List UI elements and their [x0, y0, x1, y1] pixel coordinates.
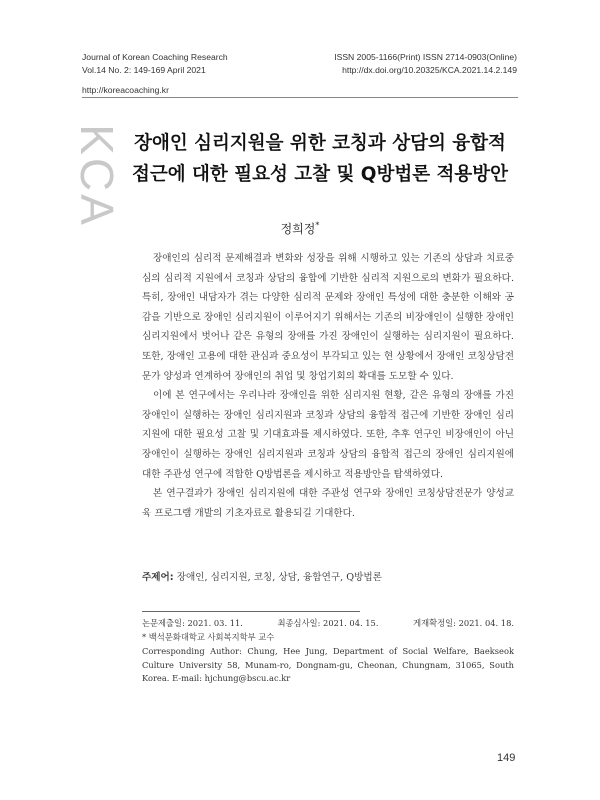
title-line-2: 접근에 대한 필요성 고찰 및 Q방법론 적용방안 — [131, 164, 509, 185]
corresponding-author: Corresponding Author: Chung, Hee Jung, Department of Social Welfare, Baekseok Culture University 58, Munam-ro, Dongnam-gu, Cheonan, Chungnam, 31065, South Korea. E-mail: hjchung@bscu.ac.kr — [142, 646, 514, 683]
page-number: 149 — [497, 752, 516, 764]
author-name: 정희정 — [280, 222, 316, 236]
issn: ISSN 2005-1166(Print) ISSN 2714-0903(Online) — [334, 52, 517, 62]
author-affiliation: * 백석문화대학교 사회복지학부 교수 — [142, 632, 275, 642]
journal-header — [82, 51, 228, 77]
doi-link[interactable]: http://dx.doi.org/10.20325/KCA.2021.14.2.149 — [342, 65, 517, 75]
kca-logo — [71, 115, 123, 228]
footnote-dates — [142, 617, 514, 631]
revised-date: 최종심사일: 2021. 04. 15. — [277, 618, 379, 628]
abstract — [142, 249, 514, 523]
abstract-paragraph: 장애인의 심리적 문제해결과 변화와 성장을 위해 시행하고 있는 기존의 상담과 치료중심의 심리적 지원에서 코칭과 상담의 융합에 기반한 심리적 지원으로의 변화가 필요하다. 특히, 장애인 내담자가 겪는 다양한 심리적 문제와 장애인 특성에 대한 충분한 이해와 공감을 기반으로 장애인 심리지원이 이루어지기 위해서는 기존의 비장애인이 실행한 장애인 심리지원에서 벗어나 같은 유형의 장애를 가진 장애인이 실행하는 심리지원이 필요하다. 또한, 장애인 고용에 대한 관심과 중요성이 부각되고 있는 현 상황에서 장애인 코칭상담전문가 양성과 연계하여 장애인의 취업 및 창업기회의 확대를 도모할 수 있다. — [142, 253, 514, 382]
paper-title — [120, 128, 520, 190]
journal-url[interactable]: http://koreacoaching.kr — [82, 85, 169, 95]
accepted-date: 게재확정일: 2021. 04. 18. — [413, 618, 514, 628]
keywords-label: 주제어: — [142, 572, 174, 583]
title-line-1: 장애인 심리지원을 위한 코칭과 상담의 융합적 — [134, 133, 506, 154]
journal-volume: Vol.14 No. 2: 149-169 April 2021 — [82, 65, 206, 75]
issn-header — [334, 51, 517, 77]
keywords — [142, 569, 514, 583]
keywords-text: 장애인, 심리지원, 코칭, 상담, 융합연구, Q방법론 — [176, 572, 382, 583]
header-divider — [82, 97, 518, 98]
author-mark: * — [315, 221, 320, 230]
submitted-date: 논문제출일: 2021. 03. 11. — [142, 618, 243, 628]
author — [0, 220, 600, 237]
footnote-divider — [142, 611, 360, 612]
journal-name: Journal of Korean Coaching Research — [82, 52, 228, 62]
abstract-paragraph: 이에 본 연구에서는 우리나라 장애인을 위한 심리지원 현황, 같은 유형의 장애를 가진 장애인이 실행하는 장애인 심리지원과 코칭과 상담의 융합적 접근에 기반한 장애인 심리지원에 대한 필요성 고찰 및 기대효과를 제시하였다. 또한, 추후 연구인 비장애인이 아닌 장애인이 실행하는 장애인 심리지원과 코칭과 상담의 융합적 접근의 장애인 심리지원에 대한 주관성 연구에 적합한 Q방법론을 제시하고 적용방안을 탐색하였다. — [142, 390, 514, 480]
kca-logo-text: KCA — [71, 124, 123, 228]
abstract-paragraph: 본 연구결과가 장애인 심리지원에 대한 주관성 연구와 장애인 코칭상담전문가 양성교육 프로그램 개발의 기초자료로 활용되길 기대한다. — [142, 488, 514, 519]
